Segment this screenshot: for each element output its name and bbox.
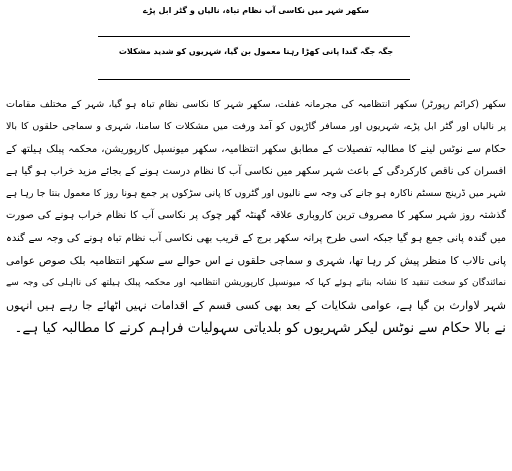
article-body-line-final: نے بالا حکام سے نوٹس لیکر شہریوں کو بلدیاتی سہولیات فراہم کرنے کا مطالبہ کیا ہے۔ (14, 319, 506, 336)
article-body-line: سکھر (کرائم رپورٹر) سکھر انتظامیہ کی مجرمانہ غفلت، سکھر شہر کا نکاسی نظام تباہ ہو گیا، شہر کے مختلف مقامات (6, 99, 506, 110)
article-body-line: پانی تالاب کا منظر پیش کر رہا تھا، شہری و سماجی حلقوں نے اس حوالے سے سکھر انتظامیہ بلک صوص عوامی (6, 255, 506, 268)
article-body (6, 94, 506, 339)
headline-secondary: جگہ جگہ گندا پانی کھڑا رہنا معمول بن گیا، شہریوں کو شدید مشکلات (118, 47, 394, 56)
article-body-line: پر نالیاں اور گٹر ابل پڑے، شہریوں اور مسافر گاڑیوں کو آمد ورفت میں مشکلات کا سامنا، شہری و سماجی حلقوں کا بالا (6, 121, 506, 133)
headline-primary: سکھر شہر میں نکاسی آب نظام تباہ، نالیاں و گٹر ابل پڑے (143, 6, 369, 15)
article-body-line: حکام سے نوٹس لینے کا مطالبہ تفصیلات کے مطابق سکھر انتظامیہ، سکھر میونسپل کارپوریشن، محکمہ پبلک ہیلتھ کے (6, 143, 506, 155)
article-body-line: میں گندہ پانی جمع ہو گیا جبکہ اسی طرح پرانہ سکھر برج کے قریب بھی نکاسی آب نظام تباہ ہونے کی وجہ سے گندہ (6, 232, 506, 244)
article-body-line: گذشتہ روز شہر سکھر کا مصروف ترین کاروباری علاقہ گھنٹہ گھر چوک پر نکاسی آب کا نظام خراب ہونے کی صورت (6, 210, 506, 222)
headline-divider-top (98, 36, 410, 37)
article-body-line: شہر میں ڈرینج سسٹم ناکارہ ہو جانے کی وجہ سے نالیوں اور گٹروں کا پانی سڑکوں پر جمع ہونا روز کا معمول بنتا جا رہا ہے (6, 188, 506, 200)
headline-divider-bottom (98, 79, 410, 80)
article-body-line: افسران کی ناقص کارکردگی کے باعث شہر سکھر میں نکاسی آب کا نظام درست ہونے کے بجائے مزید خراب ہو گیا ہے (6, 165, 506, 177)
article-body-line: نمائندگان کو سخت تنقید کا نشانہ بناتے ہوئے کہا کہ میونسپل کارپوریشن انتظامیہ اور محکمہ پبلک ہیلتھ کی نااہلی کی وجہ سے (6, 278, 506, 289)
article-body-line: شہر لاوارث بن گیا ہے، عوامی شکایات کے بعد بھی کسی قسم کے اقدامات نہیں اٹھائے جا رہے ہیں انہوں (6, 298, 506, 312)
